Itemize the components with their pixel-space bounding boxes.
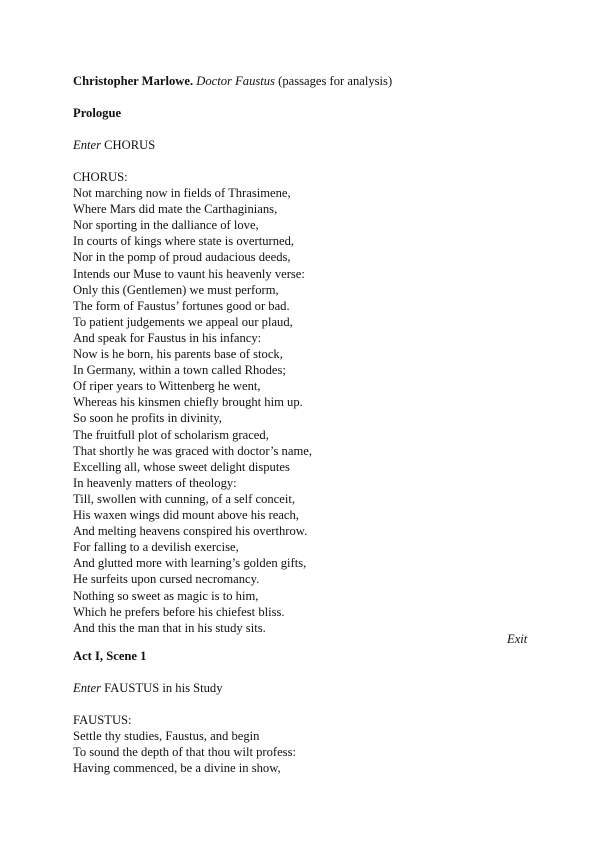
- verse-line: Nor sporting in the dalliance of love,: [73, 218, 259, 233]
- stage-enter: Enter: [73, 138, 101, 152]
- verse-line: And glutted more with learning’s golden gifts,: [73, 556, 307, 571]
- verse-line: Nor in the pomp of proud audacious deeds,: [73, 250, 291, 265]
- verse-line: And this the man that in his study sits.: [73, 620, 266, 635]
- verse-line: Settle thy studies, Faustus, and begin: [73, 729, 260, 743]
- verse-line: Not marching now in fields of Thrasimene,: [73, 186, 291, 200]
- verse-line: The fruitfull plot of scholarism graced,: [73, 427, 269, 442]
- verse-line: To sound the depth of that thou wilt profess:: [73, 745, 296, 760]
- verse-line: Having commenced, be a divine in show,: [73, 761, 281, 776]
- verse-line: Intends our Muse to vaunt his heavenly verse:: [73, 266, 305, 281]
- verse-line: The form of Faustus’ fortunes good or bad.: [73, 298, 290, 313]
- verse-line: Till, swollen with cunning, of a self conceit,: [73, 491, 295, 506]
- verse-line: Nothing so sweet as magic is to him,: [73, 588, 259, 603]
- scene-heading: Act I, Scene 1: [73, 649, 147, 663]
- verse-line: In Germany, within a town called Rhodes;: [73, 363, 286, 378]
- scene-stage-direction: [73, 680, 223, 696]
- faustus-speaker: FAUSTUS:: [73, 713, 132, 727]
- verse-line: For falling to a devilish exercise,: [73, 540, 239, 555]
- verse-line: Whereas his kinsmen chiefly brought him up.: [73, 395, 303, 410]
- chorus-speaker: CHORUS:: [73, 170, 128, 184]
- verse-line: So soon he profits in divinity,: [73, 411, 222, 426]
- verse-line: And speak for Faustus in his infancy:: [73, 330, 262, 345]
- title-subtitle: (passages for analysis): [278, 74, 393, 88]
- exit-direction: Exit: [507, 632, 528, 646]
- verse-line: Only this (Gentlemen) we must perform,: [73, 282, 279, 297]
- verse-line: Excelling all, whose sweet delight disputes: [73, 459, 290, 474]
- verse-line: Which he prefers before his chiefest bliss.: [73, 604, 285, 619]
- verse-line: Of riper years to Wittenberg he went,: [73, 379, 261, 394]
- stage-character: CHORUS: [104, 138, 156, 152]
- verse-line: In courts of kings where state is overturned,: [73, 234, 295, 249]
- verse-line: Where Mars did mate the Carthaginians,: [73, 202, 278, 217]
- work-title: Doctor Faustus: [196, 74, 275, 88]
- verse-line: Now is he born, his parents base of stock,: [73, 347, 283, 361]
- verse-line: He surfeits upon cursed necromancy.: [73, 572, 260, 587]
- document-title: [73, 73, 392, 89]
- verse-line: And melting heavens conspired his overthrow.: [73, 524, 308, 539]
- prologue-stage-direction: [73, 137, 155, 153]
- stage-enter: Enter: [73, 681, 101, 695]
- verse-line: To patient judgements we appeal our plaud,: [73, 314, 293, 329]
- verse-line: That shortly he was graced with doctor’s name,: [73, 443, 312, 458]
- verse-line: In heavenly matters of theology:: [73, 475, 237, 490]
- stage-character: FAUSTUS in his Study: [104, 681, 223, 695]
- author-name: Christopher Marlowe.: [73, 74, 194, 88]
- prologue-heading: Prologue: [73, 106, 122, 120]
- verse-line: His waxen wings did mount above his reach,: [73, 508, 299, 522]
